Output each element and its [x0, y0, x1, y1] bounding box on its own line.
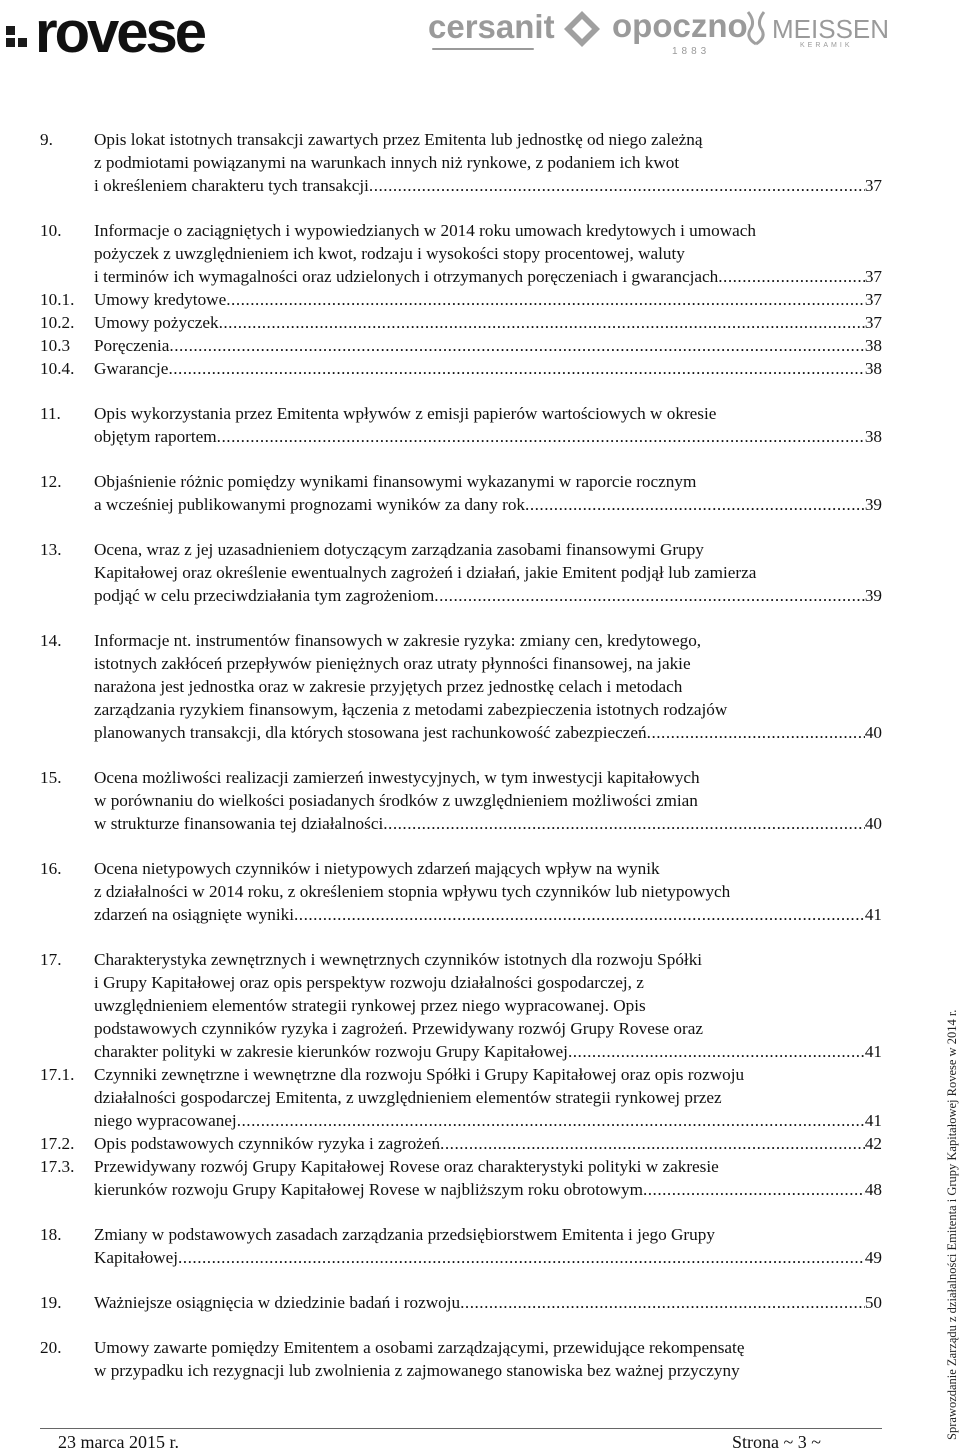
- toc-dot-leader: [169, 334, 864, 357]
- toc-entry[interactable]: [40, 402, 882, 448]
- toc-entry-number: 10.: [40, 221, 62, 240]
- toc-entry-number: 17.: [40, 950, 62, 969]
- toc-entry-text: Opis podstawowych czynników ryzyka i zagrożeń: [94, 1134, 441, 1153]
- toc-entry-text: a wcześniej publikowanymi prognozami wyników za dany rok: [94, 495, 526, 514]
- toc-entry-text: pożyczek z uwzględnieniem ich kwot, rodzaju i wysokości stopy procentowej, waluty: [94, 244, 685, 263]
- toc-entry[interactable]: [40, 948, 882, 1063]
- toc-entry[interactable]: [40, 1223, 882, 1269]
- toc-entry-text: Poręczenia: [94, 336, 170, 355]
- cersanit-logo: [428, 8, 555, 46]
- meissen-subtitle: KERAMIK: [800, 42, 853, 49]
- toc-entry-text: objętym raportem: [94, 427, 217, 446]
- toc-page-number: 41: [864, 905, 882, 924]
- toc-entry-text: działalności gospodarczej Emitenta, z uwzględnieniem elementów strategii rynkowej przez: [94, 1088, 722, 1107]
- toc-entry-text: Czynniki zewnętrzne i wewnętrzne dla rozwoju Spółki i Grupy Kapitałowej oraz opis rozwoju: [94, 1065, 745, 1084]
- toc-entry-text: z działalności w 2014 roku, z określeniem stopnia wpływu tych czynników lub nietypowych: [94, 882, 731, 901]
- table-of-contents: [40, 128, 882, 1382]
- rovese-logo-mark: [6, 26, 27, 47]
- toc-entry-text: uwzględnieniem elementów strategii rynkowej przez niego wypracowanej. Opis: [94, 996, 646, 1015]
- toc-page-number: 38: [864, 336, 882, 355]
- toc-entry-number: 16.: [40, 859, 62, 878]
- toc-entry-text: Charakterystyka zewnętrznych i wewnętrznych czynników istotnych dla rozwoju Spółki: [94, 950, 703, 969]
- toc-entry[interactable]: [40, 857, 882, 926]
- sidebar-report-title: Sprawozdanie Zarządu z działalności Emitenta i Grupy Kapitałowej Rovese w 2014 r.: [945, 1009, 959, 1440]
- toc-entry-number: 12.: [40, 472, 62, 491]
- toc-entry-number: 10.3: [40, 336, 71, 355]
- toc-entry-number: 9.: [40, 130, 53, 149]
- toc-dot-leader: [525, 493, 865, 516]
- opoczno-diamond-icon: [563, 10, 601, 48]
- toc-entry[interactable]: [40, 1291, 882, 1314]
- opoczno-year: 1883: [672, 46, 711, 57]
- toc-entry-text: podstawowych czynników ryzyka i zagrożeń. Przewidywany rozwój Grupy Rovese oraz: [94, 1019, 704, 1038]
- toc-page-number: 41: [864, 1111, 882, 1130]
- toc-entry-number: 14.: [40, 631, 62, 650]
- toc-entry[interactable]: [40, 288, 882, 311]
- toc-page-number: 42: [864, 1134, 882, 1153]
- toc-dot-leader: [383, 812, 865, 835]
- toc-dot-leader: [643, 1178, 865, 1201]
- toc-entry[interactable]: [40, 334, 882, 357]
- toc-dot-leader: [440, 1132, 865, 1155]
- toc-dot-leader: [217, 425, 865, 448]
- toc-entry[interactable]: [40, 629, 882, 744]
- toc-entry-text: narażona jest jednostka oraz w zakresie przyjętych przez jednostkę celach i metodach: [94, 677, 683, 696]
- toc-entry-text: i Grupy Kapitałowej oraz opis perspektyw rozwoju działalności gospodarczej, z: [94, 973, 644, 992]
- toc-entry-text: Przewidywany rozwój Grupy Kapitałowej Rovese oraz charakterystyki polityki w zakresie: [94, 1157, 719, 1176]
- toc-entry[interactable]: [40, 470, 882, 516]
- toc-entry[interactable]: [40, 538, 882, 607]
- toc-entry-text: i terminów ich wymagalności oraz udzielonych i otrzymanych poręczeniach i gwarancjach: [94, 267, 719, 286]
- toc-page-number: 38: [864, 427, 882, 446]
- toc-entry-text: w strukturze finansowania tej działalności: [94, 814, 384, 833]
- toc-dot-leader: [369, 174, 865, 197]
- toc-entry-text: zdarzeń na osiągnięte wyniki: [94, 905, 294, 924]
- toc-entry-text: niego wypracowanej: [94, 1111, 237, 1130]
- toc-entry-number: 18.: [40, 1225, 62, 1244]
- toc-entry-number: 17.1.: [40, 1065, 75, 1084]
- toc-page-number: 48: [864, 1180, 882, 1199]
- toc-dot-leader: [647, 721, 865, 744]
- toc-page-number: 39: [864, 586, 882, 605]
- toc-entry-text: istotnych zakłóceń przepływów pieniężnych oraz utraty płynności finansowej, na jakie: [94, 654, 691, 673]
- toc-entry-text: z podmiotami powiązanymi na warunkach innych niż rynkowe, z podaniem ich kwot: [94, 153, 680, 172]
- toc-entry[interactable]: [40, 1336, 882, 1382]
- meissen-logo: MEISSEN: [772, 14, 890, 44]
- toc-dot-leader: [237, 1109, 865, 1132]
- toc-page-number: 37: [864, 290, 882, 309]
- toc-entry-number: 10.2.: [40, 313, 75, 332]
- toc-entry-text: planowanych transakcji, dla których stosowana jest rachunkowość zabezpieczeń: [94, 723, 647, 742]
- toc-entry[interactable]: [40, 1063, 882, 1132]
- toc-entry-number: 17.3.: [40, 1157, 75, 1176]
- toc-entry-text: Zmiany w podstawowych zasadach zarządzania przedsiębiorstwem Emitenta i jego Grupy: [94, 1225, 715, 1244]
- toc-entry-text: w przypadku ich rezygnacji lub zwolnienia z zajmowanego stanowiska bez ważnej przyczyny: [94, 1361, 740, 1380]
- toc-page-number: 50: [864, 1293, 882, 1312]
- toc-entry-number: 19.: [40, 1293, 62, 1312]
- toc-entry-text: podjąć w celu przeciwdziałania tym zagrożeniom: [94, 586, 435, 605]
- toc-page-number: 49: [864, 1248, 882, 1267]
- toc-entry-text: Opis wykorzystania przez Emitenta wpływów z emisji papierów wartościowych w okresie: [94, 404, 717, 423]
- rovese-logo-text: rovese: [35, 0, 205, 65]
- toc-entry-text: Informacje o zaciągniętych i wypowiedzianych w 2014 roku umowach kredytowych i umowach: [94, 221, 756, 240]
- toc-page-number: 39: [864, 495, 882, 514]
- toc-dot-leader: [178, 1246, 865, 1269]
- toc-dot-leader: [718, 265, 865, 288]
- toc-entry[interactable]: [40, 1132, 882, 1155]
- toc-entry-number: 13.: [40, 540, 62, 559]
- toc-entry-text: Ocena nietypowych czynników i nietypowych zdarzeń mających wpływ na wynik: [94, 859, 660, 878]
- toc-entry-number: 20.: [40, 1338, 62, 1357]
- toc-entry-text: Ważniejsze osiągnięcia w dziedzinie badań i rozwoju: [94, 1293, 461, 1312]
- toc-entry-number: 10.4.: [40, 359, 75, 378]
- toc-entry-text: Kapitałowej: [94, 1248, 178, 1267]
- footer-date: 23 marca 2015 r.: [58, 1432, 179, 1452]
- toc-entry-text: i określeniem charakteru tych transakcji: [94, 176, 369, 195]
- footer-rule: [40, 1428, 882, 1429]
- toc-dot-leader: [460, 1291, 865, 1314]
- toc-page-number: 41: [864, 1042, 882, 1061]
- toc-entry[interactable]: [40, 357, 882, 380]
- toc-entry[interactable]: [40, 219, 882, 288]
- footer-page-number: Strona ~ 3 ~: [732, 1432, 821, 1452]
- toc-page-number: 37: [864, 267, 882, 286]
- toc-page-number: 40: [864, 814, 882, 833]
- toc-entry-text: Ocena możliwości realizacji zamierzeń inwestycyjnych, w tym inwestycji kapitałowych: [94, 768, 700, 787]
- toc-entry-text: Umowy pożyczek: [94, 313, 219, 332]
- toc-dot-leader: [226, 288, 865, 311]
- toc-entry-text: kierunków rozwoju Grupy Kapitałowej Rovese w najbliższym roku obrotowym: [94, 1180, 643, 1199]
- opoczno-logo: opoczno: [612, 7, 748, 44]
- toc-dot-leader: [168, 357, 864, 380]
- toc-entry-text: Ocena, wraz z jej uzasadnieniem dotyczącym zarządzania zasobami finansowymi Grupy: [94, 540, 704, 559]
- toc-dot-leader: [568, 1040, 865, 1063]
- toc-dot-leader: [434, 584, 865, 607]
- toc-entry-text: Gwarancje: [94, 359, 169, 378]
- toc-entry-text: charakter polityki w zakresie kierunków rozwoju Grupy Kapitałowej: [94, 1042, 568, 1061]
- toc-entry-text: Umowy zawarte pomiędzy Emitentem a osobami zarządzającymi, przewidujące rekompensatę: [94, 1338, 745, 1357]
- rovese-logo: [6, 0, 205, 65]
- toc-page-number: 38: [864, 359, 882, 378]
- toc-page-number: 37: [864, 176, 882, 195]
- toc-page-number: 40: [864, 723, 882, 742]
- toc-entry-text: Umowy kredytowe: [94, 290, 227, 309]
- page-header: [0, 0, 960, 70]
- toc-entry-number: 11.: [40, 404, 61, 423]
- toc-dot-leader: [294, 903, 865, 926]
- toc-entry-text: Opis lokat istotnych transakcji zawartych przez Emitenta lub jednostkę od niego zależną: [94, 130, 703, 149]
- toc-entry-text: Kapitałowej oraz określenie ewentualnych zagrożeń i działań, jakie Emitent podjął lub zamierza: [94, 563, 757, 582]
- toc-page-number: 37: [864, 313, 882, 332]
- cersanit-logo-text: cersanit: [428, 8, 555, 45]
- toc-dot-leader: [219, 311, 865, 334]
- meissen-swords-icon: [744, 8, 768, 48]
- toc-entry-text: zarządzania ryzykiem finansowym, łączenia z metodami zabezpieczenia istotnych rodzajów: [94, 700, 728, 719]
- toc-entry-text: Objaśnienie różnic pomiędzy wynikami finansowymi wykazanymi w raporcie rocznym: [94, 472, 697, 491]
- toc-entry[interactable]: [40, 128, 882, 197]
- toc-entry[interactable]: [40, 766, 882, 835]
- toc-entry[interactable]: [40, 1155, 882, 1201]
- toc-entry-text: w porównaniu do wielkości posiadanych środków z uwzględnieniem możliwości zmian: [94, 791, 698, 810]
- toc-entry-number: 10.1.: [40, 290, 75, 309]
- toc-entry-number: 15.: [40, 768, 62, 787]
- toc-entry[interactable]: [40, 311, 882, 334]
- toc-entry-number: 17.2.: [40, 1134, 75, 1153]
- toc-entry-text: Informacje nt. instrumentów finansowych w zakresie ryzyka: zmiany cen, kredytowego,: [94, 631, 702, 650]
